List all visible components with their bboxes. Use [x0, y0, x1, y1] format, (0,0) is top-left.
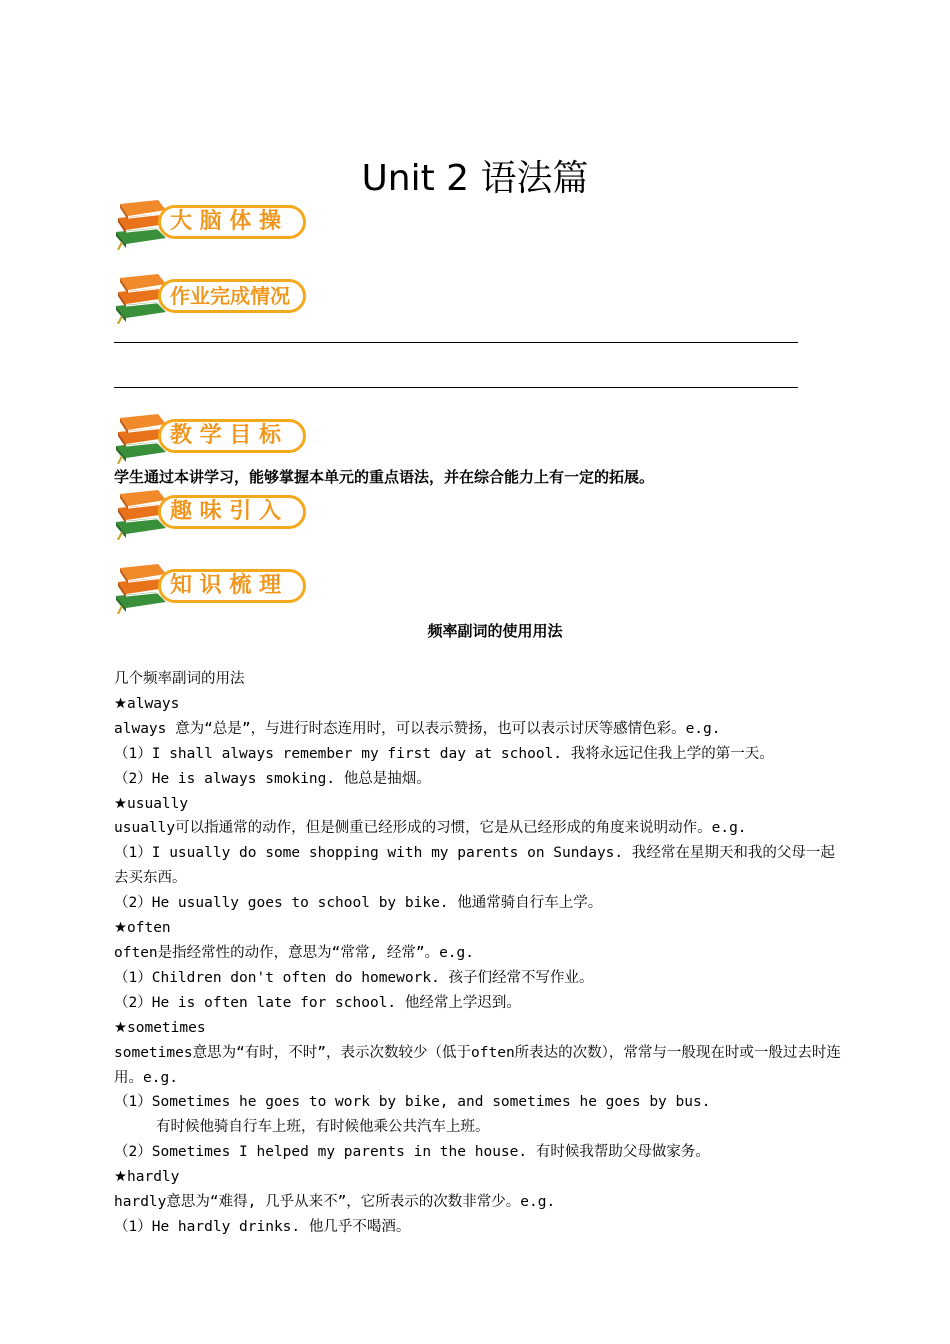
banner-label: 作业完成情况: [170, 284, 290, 308]
example-line: （2）Sometimes I helped my parents in the house. 有时候我帮助父母做家务。: [114, 1144, 710, 1161]
banner-label: 教 学 目 标: [170, 423, 281, 448]
example-line: （2）He usually goes to school by bike. 他通常骑自行车上学。: [114, 895, 603, 912]
page-title: Unit 2 语法篇: [361, 158, 589, 199]
banner-label: 趣 味 引 入: [170, 499, 281, 524]
banner-label: 知 识 梳 理: [170, 573, 281, 598]
banner-fun-intro: [112, 488, 312, 540]
content-body: [114, 667, 842, 1240]
banner-knowledge: [112, 562, 312, 614]
adverb-description: always 意为“总是”，与进行时态连用时，可以表示赞扬，也可以表示讨厌等感情色彩。e.g.: [114, 720, 721, 737]
adverb-heading: ★hardly: [114, 1169, 180, 1186]
adverb-description: often是指经常性的动作，意思为“常常, 经常”。e.g.: [114, 944, 474, 961]
blank-answer-line: [114, 387, 798, 388]
example-line: （1）He hardly drinks. 他几乎不喝酒。: [114, 1218, 411, 1235]
section-heading: 频率副词的使用用法: [427, 622, 563, 640]
example-line: （1）Sometimes he goes to work by bike, and sometimes he goes by bus.: [114, 1094, 711, 1111]
example-translation: 有时候他骑自行车上班，有时候他乘公共汽车上班。: [156, 1119, 490, 1136]
adverb-heading: ★usually: [114, 795, 189, 812]
banner-label: 大 脑 体 操: [170, 209, 281, 234]
star-icon: ★: [114, 795, 127, 812]
example-line: （1）I shall always remember my first day at school. 我将永远记住我上学的第一天。: [114, 745, 774, 762]
banner-brain-gym: [112, 198, 312, 250]
adverb-heading: ★always: [114, 695, 180, 712]
example-line: （1）I usually do some shopping with my parents on Sundays. 我经常在星期天和我的父母一起去买东西。: [114, 845, 835, 887]
example-line: （2）He is always smoking. 他总是抽烟。: [114, 770, 431, 787]
adverb-heading: ★sometimes: [114, 1019, 206, 1036]
banner-homework: [112, 272, 312, 324]
blank-answer-line: [114, 342, 798, 343]
objective-text: 学生通过本讲学习，能够掌握本单元的重点语法，并在综合能力上有一定的拓展。: [114, 468, 655, 486]
banner-objectives: [112, 412, 312, 464]
adverb-description: usually可以指通常的动作，但是侧重已经形成的习惯，它是从已经形成的角度来说明动作。e.g.: [114, 820, 747, 837]
star-icon: ★: [114, 695, 127, 712]
example-line: （2）He is often late for school. 他经常上学迟到。: [114, 994, 521, 1011]
star-icon: ★: [114, 920, 127, 937]
intro-line: 几个频率副词的用法: [114, 671, 245, 687]
adverb-description: sometimes意思为“有时，不时”，表示次数较少（低于often所表达的次数），常常与一般现在时或一般过去时连用。e.g.: [114, 1044, 841, 1086]
star-icon: ★: [114, 1169, 127, 1186]
adverb-heading: ★often: [114, 920, 171, 937]
example-line: （1）Children don't often do homework. 孩子们经常不写作业。: [114, 969, 594, 986]
star-icon: ★: [114, 1019, 127, 1036]
adverb-description: hardly意思为“难得, 几乎从来不”，它所表示的次数非常少。e.g.: [114, 1194, 556, 1211]
